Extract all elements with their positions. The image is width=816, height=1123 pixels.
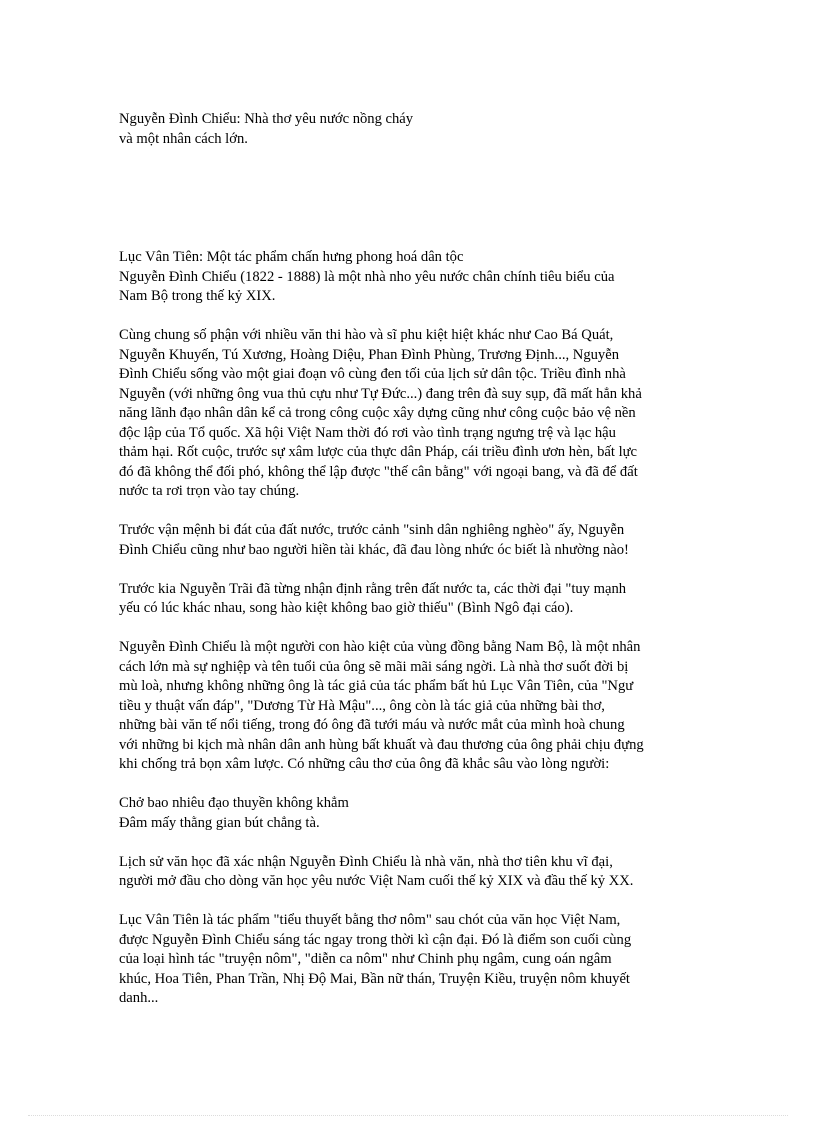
paragraph-gap xyxy=(119,560,709,580)
paragraph-line: Trước vận mệnh bi đát của đất nước, trước cảnh "sinh dân nghiêng nghèo" ấy, Nguyễn xyxy=(119,522,625,538)
paragraph-gap xyxy=(119,307,709,327)
paragraph-line: của loại hình tác "truyện nôm", "diễn ca nôm" như Chinh phụ ngâm, cung oán ngâm xyxy=(119,951,612,967)
paragraph-line: đó đã không thể đối phó, không thể lập được "thế cân bằng" với ngoại bang, và đã để đất xyxy=(119,463,638,480)
paragraph-line: Trước kia Nguyễn Trãi đã từng nhận định rằng trên đất nước ta, các thời đại "tuy mạnh xyxy=(119,580,627,597)
paragraph-line: Nguyễn Đình Chiểu là một người con hào kiệt của vùng đồng bằng Nam Bộ, là một nhân xyxy=(119,639,641,655)
paragraph-line: người mở đầu cho dòng văn học yêu nước Việt Nam cuối thế kỷ XIX và đầu thế kỷ XX. xyxy=(119,873,634,889)
poem-line: Đâm mấy thằng gian bút chẳng tà. xyxy=(119,814,320,831)
paragraph-national-fate xyxy=(119,521,709,560)
paragraph-line: Cùng chung số phận với nhiều văn thi hào và sĩ phu kiệt hiệt khác như Cao Bá Quát, xyxy=(119,327,614,343)
title-line: Nguyễn Đình Chiểu: Nhà thơ yêu nước nồng cháy xyxy=(119,111,414,127)
paragraph-line: yếu có lúc khác nhau, song hào kiệt không bao giờ thiếu" (Bình Ngô đại cáo). xyxy=(119,600,574,616)
document-title xyxy=(119,110,709,149)
paragraph-nguyen-trai xyxy=(119,580,709,619)
paragraph-line: Nguyễn Đình Chiểu (1822 - 1888) là một nhà nho yêu nước chân chính tiêu biểu của xyxy=(119,268,615,285)
poem-line: Chở bao nhiêu đạo thuyền không khẳm xyxy=(119,795,349,811)
paragraph-line: Nguyễn Khuyến, Tú Xương, Hoàng Diệu, Phan Đình Phùng, Trương Định..., Nguyễn xyxy=(119,346,619,363)
paragraph-gap xyxy=(119,502,709,522)
paragraph-line: khi chống trả bọn xâm lược. Có những câu thơ của ông đã khắc sâu vào lòng người: xyxy=(119,756,610,772)
paragraph-intro xyxy=(119,268,709,307)
paragraph-line: Lịch sử văn học đã xác nhận Nguyễn Đình Chiểu là nhà văn, nhà thơ tiên khu vĩ đại, xyxy=(119,853,613,870)
paragraph-great-personality xyxy=(119,638,709,775)
paragraph-line: Đình Chiểu sống vào một giai đoạn vô cùng đen tối của lịch sử dân tộc. Triều đình nhà xyxy=(119,366,626,382)
paragraph-line: Đình Chiểu cũng như bao người hiền tài khác, đã đau lòng nhức óc biết là nhường nào! xyxy=(119,541,629,558)
paragraph-line: khúc, Hoa Tiên, Phan Trần, Nhị Độ Mai, Bần nữ thán, Truyện Kiều, truyện nôm khuyết xyxy=(119,970,630,987)
paragraph-gap xyxy=(119,833,709,853)
paragraph-gap xyxy=(119,775,709,795)
paragraph-line: những bài văn tế nổi tiếng, trong đó ông đã tưới máu và nước mắt của mình hoà chung xyxy=(119,717,625,733)
paragraph-line: mù loà, nhưng không những ông là tác giả của tác phẩm bất hủ Lục Vân Tiên, của "Ngư xyxy=(119,678,634,694)
paragraph-gap xyxy=(119,619,709,639)
paragraph-line: nước ta rơi trọn vào tay chúng. xyxy=(119,483,300,499)
paragraph-luc-van-tien xyxy=(119,911,709,1009)
page-bottom-divider xyxy=(28,1115,788,1116)
section-heading: Lục Vân Tiên: Một tác phẩm chấn hưng phong hoá dân tộc xyxy=(119,249,464,265)
paragraph-line: cách lớn mà sự nghiệp và tên tuổi của ông sẽ mãi mãi sáng ngời. Là nhà thơ suốt đời bị xyxy=(119,658,629,675)
paragraph-literary-history xyxy=(119,853,709,892)
poem-quote xyxy=(119,794,709,833)
paragraph-gap xyxy=(119,892,709,912)
paragraph-line: Nguyễn (với những ông vua thủ cựu như Tự Đức...) đang trên đà suy sụp, đã mất hẳn khả xyxy=(119,385,642,402)
paragraph-historical-context xyxy=(119,326,709,502)
paragraph-line: Nam Bộ trong thế kỷ XIX. xyxy=(119,288,276,304)
paragraph-line: với những bi kịch mà nhân dân anh hùng bất khuất và đau thương của ông phải chịu đựng xyxy=(119,736,644,753)
paragraph-line: được Nguyễn Đình Chiểu sáng tác ngay trong thời kì cận đại. Đó là điểm son cuối cùng xyxy=(119,931,632,948)
paragraph-line: danh... xyxy=(119,990,159,1006)
paragraph-line: Lục Vân Tiên là tác phẩm "tiểu thuyết bằng thơ nôm" sau chót của văn học Việt Nam, xyxy=(119,912,621,928)
paragraph-line: thảm hại. Rốt cuộc, trước sự xâm lược của thực dân Pháp, cái triều đình ươn hèn, bất lực xyxy=(119,444,638,460)
paragraph-line: năng lãnh đạo nhân dân kể cả trong công cuộc xây dựng cũng như công cuộc bảo vệ nền xyxy=(119,405,636,421)
paragraph-line: độc lập của Tổ quốc. Xã hội Việt Nam thời đó rơi vào tình trạng ngưng trệ và lạc hậu xyxy=(119,424,616,441)
paragraph-line: tiều y thuật vấn đáp", "Dương Từ Hà Mậu"..., ông còn là tác giả của những bài thơ, xyxy=(119,697,605,714)
title-line: và một nhân cách lớn. xyxy=(119,130,248,147)
document-body xyxy=(119,248,709,1009)
